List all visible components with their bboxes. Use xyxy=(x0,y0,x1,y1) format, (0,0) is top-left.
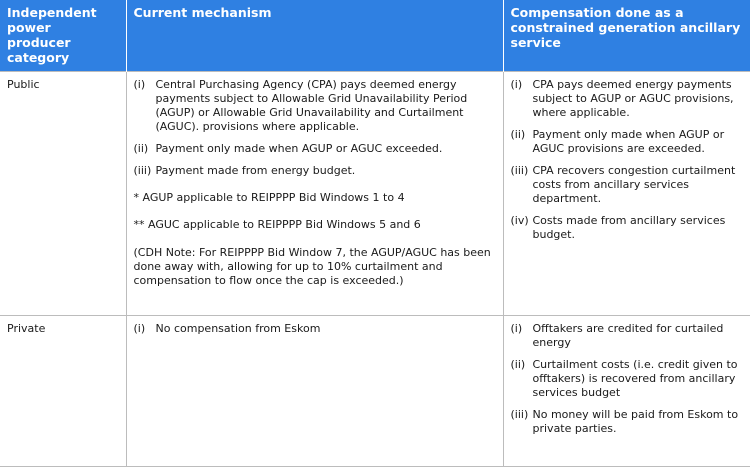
cdh-note: (CDH Note: For REIPPPP Bid Window 7, the AGUP/AGUC has been done away with, allowing for up to 10% curtailment and compensation to flow once the cap is exceeded.) xyxy=(133,246,491,287)
list-number: (ii) xyxy=(133,142,149,155)
list-text: Costs made from ancillary services budget. xyxy=(532,214,726,241)
list-text: Curtailment costs (i.e. credit given to offtakers) is recovered from ancillary services budget xyxy=(532,358,738,399)
list-item xyxy=(511,408,744,436)
list-item xyxy=(134,322,496,336)
list-item xyxy=(511,164,744,206)
current-mechanism-cell xyxy=(126,72,503,316)
list-text: Payment only made when AGUP or AGUC exceeded. xyxy=(155,142,443,155)
list-item xyxy=(511,358,744,400)
table-row xyxy=(0,316,750,467)
compensation-cell xyxy=(503,316,750,467)
list-number: (i) xyxy=(133,78,146,91)
list-item xyxy=(511,128,744,156)
list-number: (i) xyxy=(510,78,523,91)
list-text: No compensation from Eskom xyxy=(155,322,321,335)
list-number: (iii) xyxy=(133,164,152,177)
header-compensation: Compensation done as a constrained generation ancillary service xyxy=(503,0,750,72)
list-text: Payment only made when AGUP or AGUC provisions are exceeded. xyxy=(532,128,725,155)
list-text: Payment made from energy budget. xyxy=(155,164,356,177)
current-mechanism-cell xyxy=(126,316,503,467)
list-text: CPA recovers congestion curtailment costs from ancillary services department. xyxy=(532,164,736,205)
category-cell: Private xyxy=(0,316,126,467)
list-item xyxy=(511,214,744,242)
header-row xyxy=(0,0,750,72)
list-text: Offtakers are credited for curtailed energy xyxy=(532,322,724,349)
list-text: No money will be paid from Eskom to private parties. xyxy=(532,408,739,435)
header-category: Independent power producer category xyxy=(0,0,126,72)
list-number: (ii) xyxy=(510,128,526,141)
list-number: (iv) xyxy=(510,214,529,227)
list-item xyxy=(511,78,744,120)
category-cell: Public xyxy=(0,72,126,316)
list-text: Central Purchasing Agency (CPA) pays deemed energy payments subject to Allowable Grid Unavailability Period (AGUP) or Allowable Grid Unavailability and Curtailment (AGUC). provisions where applicable. xyxy=(155,78,468,133)
current-mechanism-list xyxy=(134,78,496,178)
agup-note: * AGUP applicable to REIPPPP Bid Windows 1 to 4 xyxy=(133,191,405,204)
compensation-cell xyxy=(503,72,750,316)
compensation-list xyxy=(511,78,744,242)
current-mechanism-list xyxy=(134,322,496,336)
list-item xyxy=(134,164,496,178)
list-number: (iii) xyxy=(510,408,529,421)
list-number: (ii) xyxy=(510,358,526,371)
list-number: (i) xyxy=(133,322,146,335)
list-number: (i) xyxy=(510,322,523,335)
list-item xyxy=(511,322,744,350)
list-item xyxy=(134,142,496,156)
header-current-mechanism: Current mechanism xyxy=(126,0,503,72)
list-item xyxy=(134,78,496,134)
table-header xyxy=(0,0,750,72)
aguc-note: ** AGUC applicable to REIPPPP Bid Windows 5 and 6 xyxy=(133,218,421,231)
list-number: (iii) xyxy=(510,164,529,177)
table-row xyxy=(0,72,750,316)
list-text: CPA pays deemed energy payments subject to AGUP or AGUC provisions, where applicable. xyxy=(532,78,734,119)
compensation-list xyxy=(511,322,744,436)
